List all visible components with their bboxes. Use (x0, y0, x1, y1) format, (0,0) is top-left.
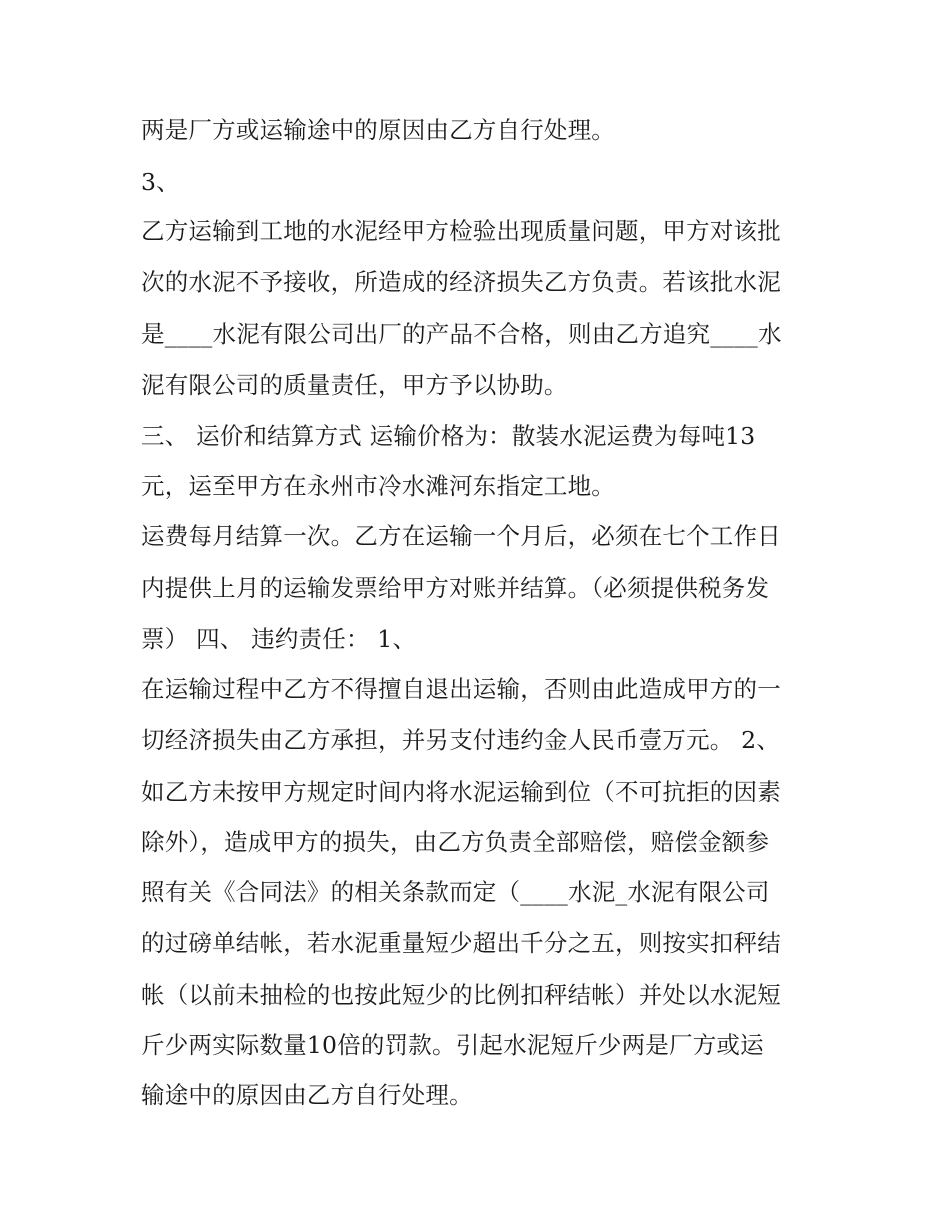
text-line: 乙方运输到工地的水泥经甲方检验出现质量问题，甲方对该批 (141, 217, 781, 245)
text-line: 斤少两实际数量10倍的罚款。引起水泥短斤少两是厂方或运 (141, 1031, 764, 1059)
text-line: 泥有限公司的质量责任，甲方予以协助。 (141, 371, 568, 399)
text-line: 两是厂方或运输途中的原因由乙方自行处理。 (141, 116, 615, 144)
text-line: 的过磅单结帐，若水泥重量短少超出千分之五，则按实扣秤结 (141, 929, 781, 957)
text-line: 票） 四、 违约责任： 1、 (141, 625, 417, 653)
text-line: 内提供上月的运输发票给甲方对账并结算。（必须提供税务发 (141, 574, 770, 602)
text-line: 元，运至甲方在永州市冷水滩河东指定工地。 (141, 472, 615, 500)
text-line: 是____水泥有限公司出厂的产品不合格，则由乙方追究____水 (141, 320, 782, 348)
text-line: 照有关《合同法》的相关条款而定（____水泥_水泥有限公司 (141, 878, 770, 906)
text-line: 帐（以前未抽检的也按此短少的比例扣秤结帐）并处以水泥短 (141, 981, 781, 1009)
text-line: 3、 (141, 168, 180, 196)
text-line: 在运输过程中乙方不得擅自退出运输，否则由此造成甲方的一 (141, 675, 781, 703)
text-line: 次的水泥不予接收，所造成的经济损失乙方负责。若该批水泥 (141, 268, 781, 296)
text-line: 输途中的原因由乙方自行处理。 (141, 1081, 473, 1109)
text-line: 三、 运价和结算方式 运输价格为：散装水泥运费为每吨13 (141, 422, 756, 450)
text-line: 运费每月结算一次。乙方在运输一个月后，必须在七个工作日 (141, 522, 781, 550)
text-line: 如乙方未按甲方规定时间内将水泥运输到位（不可抗拒的因素 (141, 778, 781, 806)
text-line: 切经济损失由乙方承担，并另支付违约金人民币壹万元。 2、 (141, 726, 781, 754)
text-line: 除外），造成甲方的损失，由乙方负责全部赔偿，赔偿金额参 (141, 828, 770, 856)
